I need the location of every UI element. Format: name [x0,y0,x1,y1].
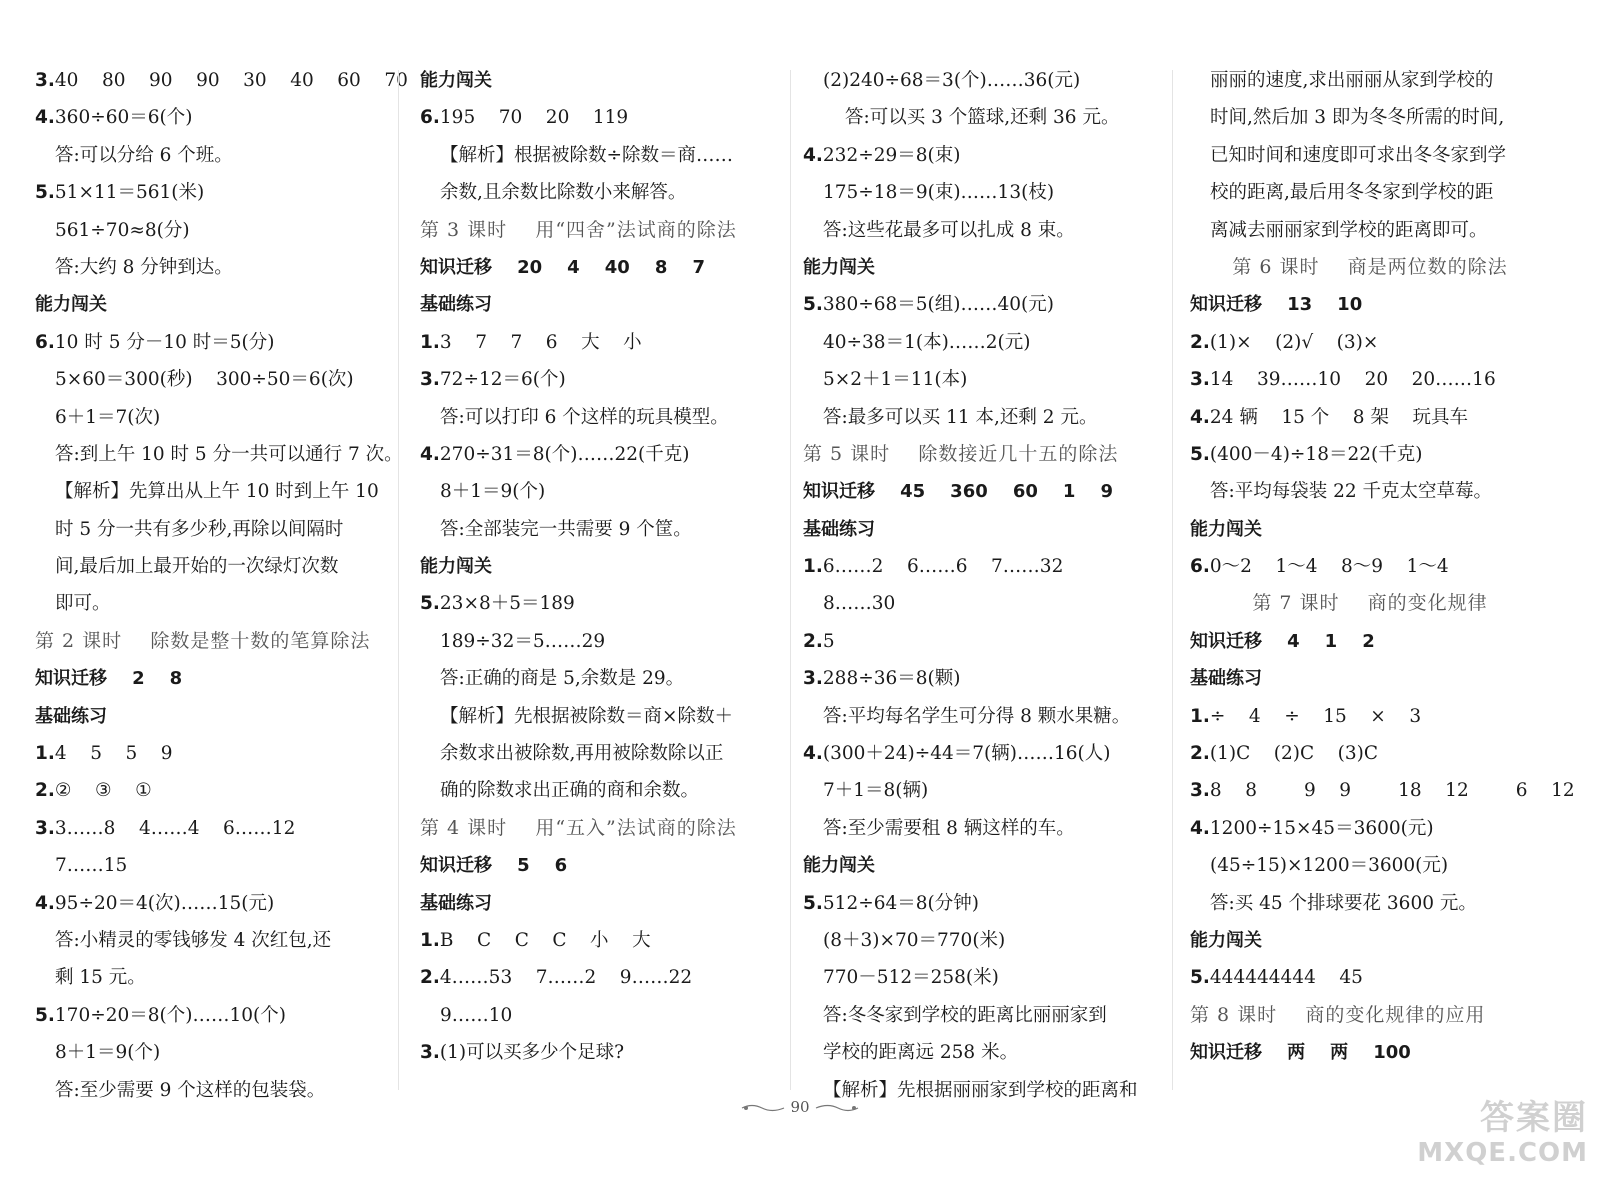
line-text: 答:买 45 个排球要花 3600 元。 [1210,892,1477,914]
answer-line [803,810,1163,847]
line-text: 3……8 4……4 6……12 [54,817,296,839]
line-text: 答:平均每名学生可分得 8 颗水果糖。 [823,705,1131,727]
line-text: 能力闯关 [803,256,875,278]
section-heading [35,660,390,697]
question-number: 3. [803,668,823,690]
line-text: 时间,然后加 3 即为冬冬所需的时间, [1210,107,1505,129]
answer-line [803,623,1163,660]
left-ornament-icon [740,1103,786,1113]
question-number: 5. [35,1004,55,1026]
line-text: 195 70 20 119 [439,107,629,129]
answer-line [1190,174,1550,211]
line-text: ÷ 4 ÷ 15 × 3 [1209,705,1422,727]
line-text: 答:可以分给 6 个班。 [55,144,233,166]
answer-line [420,137,785,174]
line-text: 答:到上午 10 时 5 分一共可以通行 7 次。 [55,443,403,465]
answer-line [35,810,390,847]
answer-line [1190,361,1550,398]
answer-line [420,959,785,996]
line-text: 444444444 45 [1209,967,1363,989]
line-text: 答:最多可以买 11 本,还剩 2 元。 [823,406,1098,428]
line-text: 6……2 6……6 7……32 [822,556,1064,578]
column-divider [790,70,791,1090]
section-heading [803,847,1163,884]
line-text: 答:全部装完一共需要 9 个筐。 [440,518,692,540]
line-text: 答:大约 8 分钟到达。 [55,256,233,278]
watermark-logo-text: 答案圈 [1480,1098,1588,1138]
answer-line [35,473,390,510]
answer-line [420,922,785,959]
line-text: 能力闯关 [1190,518,1262,540]
answer-line [35,99,390,136]
section-heading [1190,623,1550,660]
question-number: 2. [1190,743,1210,765]
line-text: 3 7 7 6 大 小 [439,331,642,353]
page-number: 90 [790,1098,810,1116]
answer-line [803,660,1163,697]
line-text: 基础练习 [35,705,107,727]
line-text: 知识迁移 2 8 [35,668,183,690]
section-heading [420,847,785,884]
line-text: 时 5 分一共有多少秒,再除以间隔时 [55,518,344,540]
line-text: 5 [822,630,835,652]
question-number: 5. [1190,967,1210,989]
line-text: 【解析】先根据丽丽家到学校的距离和 [823,1079,1138,1101]
question-number: 1. [1190,705,1210,727]
line-text: 校的距离,最后用冬冬家到学校的距 [1210,182,1494,204]
question-number: 4. [803,743,823,765]
line-text: 95÷20＝4(次)……15(元) [54,892,275,914]
line-text: 丽丽的速度,求出丽丽从家到学校的 [1210,70,1494,91]
line-text: 270÷31＝8(个)……22(千克) [439,443,690,465]
line-text: 7＋1＝8(辆) [823,780,929,802]
line-text: (8＋3)×70＝770(米) [823,929,1006,951]
column-2 [420,62,785,1072]
line-text: 40 80 90 90 30 40 60 70 [54,70,408,91]
line-text: 余数,且余数比除数小来解答。 [440,182,687,204]
answer-line [803,286,1163,323]
question-number: 2. [35,780,55,802]
line-text: 8＋1＝9(个) [55,1042,161,1064]
line-text: 【解析】先根据被除数＝商×除数＋ [440,705,734,727]
answer-line [420,324,785,361]
question-number: 5. [803,294,823,316]
line-text: ② ③ ① [54,780,152,802]
line-text: 答:可以买 3 个篮球,还剩 36 元。 [845,107,1120,129]
question-number: 3. [420,369,440,391]
answer-line [803,885,1163,922]
line-text: 第 7 课时 商的变化规律 [1252,592,1488,615]
line-text: 答:至少需要 9 个这样的包装袋。 [55,1079,326,1101]
question-number: 3. [420,1042,440,1064]
line-text: 知识迁移 13 10 [1190,294,1363,316]
column-divider [398,70,399,1090]
section-heading [1190,286,1550,323]
line-text: 6＋1＝7(次) [55,406,161,428]
answer-line [420,436,785,473]
answer-line [420,585,785,622]
line-text: 第 6 课时 商是两位数的除法 [1232,255,1508,278]
answer-line [35,511,390,548]
line-text: 基础练习 [420,892,492,914]
watermark [1408,1098,1588,1178]
line-text: 离减去丽丽家到学校的距离即可。 [1210,219,1488,241]
line-text: (300＋24)÷44＝7(辆)……16(人) [822,743,1111,765]
answer-line [35,62,408,99]
line-text: 175÷18＝9(束)……13(枝) [823,182,1055,204]
line-text: 第 2 课时 除数是整十数的笔算除法 [35,629,371,652]
line-text: 72÷12＝6(个) [439,369,566,391]
line-text: 能力闯关 [420,70,492,91]
line-text: 8 8 9 9 18 12 6 12 [1209,780,1575,802]
line-text: 770－512＝258(米) [823,967,999,989]
answer-line [420,473,785,510]
line-text: 14 39……10 20 20……16 [1209,369,1496,391]
answer-line [35,324,390,361]
line-text: 561÷70≈8(分) [55,219,190,241]
line-text: 【解析】先算出从上午 10 时到上午 10 [55,481,379,503]
answer-line [1190,137,1550,174]
line-text: 380÷68＝5(组)……40(元) [822,294,1054,316]
question-number: 4. [803,144,823,166]
answer-line [35,959,390,996]
answer-line [1190,810,1550,847]
line-text: 4……53 7……2 9……22 [439,967,693,989]
question-number: 5. [803,892,823,914]
answer-line [803,735,1163,772]
section-heading [1190,511,1550,548]
answer-line [35,137,390,174]
answer-line [1190,735,1550,772]
column-4 [1190,62,1575,1072]
line-text: 间,最后加上最开始的一次绿灯次数 [55,556,339,578]
answer-line [1190,959,1550,996]
answer-line [1190,548,1550,585]
answer-line [420,735,785,772]
answer-line [35,735,390,772]
question-number: 6. [1190,556,1210,578]
question-number: 2. [420,967,440,989]
answer-line [803,922,1163,959]
question-number: 4. [420,443,440,465]
question-number: 6. [35,331,55,353]
answer-line [35,174,390,211]
column-3 [803,62,1163,1109]
answer-line [35,847,390,884]
answer-line [1190,324,1550,361]
section-heading [420,885,785,922]
line-text: (400－4)÷18＝22(千克) [1209,443,1423,465]
line-text: 288÷36＝8(颗) [822,668,961,690]
line-text: (1)× (2)√ (3)× [1209,331,1379,353]
answer-line [35,436,403,473]
answer-line [35,772,390,809]
line-text: 5×2＋1＝11(本) [823,369,968,391]
lesson-heading [420,212,785,249]
answer-line [1190,62,1550,99]
line-text: 9……10 [440,1004,513,1026]
line-text: 知识迁移 5 6 [420,855,568,877]
answer-line [420,1034,785,1071]
answer-line [803,997,1163,1034]
line-text: 知识迁移 两 两 100 [1190,1042,1411,1064]
line-text: 余数求出被除数,再用被除数除以正 [440,743,724,765]
line-text: 360÷60＝6(个) [54,107,193,129]
line-text: 确的除数求出正确的商和余数。 [440,780,700,802]
line-text: 答:至少需要租 8 辆这样的车。 [823,817,1075,839]
answer-line [803,62,1163,99]
answer-line [420,99,785,136]
question-number: 5. [420,593,440,615]
column-1 [35,62,408,1109]
section-heading [803,511,1163,548]
lesson-heading [35,623,390,660]
answer-line [803,212,1163,249]
line-text: B C C C 小 大 [439,929,651,951]
page-footer [0,1098,1600,1124]
question-number: 4. [1190,817,1210,839]
question-number: 6. [420,107,440,129]
answer-line [35,249,390,286]
line-text: 10 时 5 分－10 时＝5(分) [54,331,275,353]
answer-line [1190,847,1550,884]
answer-line [35,399,390,436]
answer-line [803,585,1163,622]
question-number: 2. [803,630,823,652]
answer-line [803,959,1163,996]
lesson-heading [803,436,1163,473]
answer-line [35,885,390,922]
question-number: 3. [35,70,55,91]
line-text: 答:这些花最多可以扎成 8 束。 [823,219,1075,241]
question-number: 2. [1190,331,1210,353]
section-heading [35,698,390,735]
question-number: 1. [803,556,823,578]
answer-line [1190,99,1550,136]
lesson-heading [1190,249,1550,286]
answer-line [420,660,785,697]
question-number: 4. [35,892,55,914]
lesson-heading [1190,997,1550,1034]
line-text: 学校的距离远 258 米。 [823,1042,1019,1064]
line-text: 能力闯关 [35,294,107,316]
line-text: 答:可以打印 6 个这样的玩具模型。 [440,406,729,428]
answer-line [803,99,1163,136]
lesson-heading [1190,585,1550,622]
line-text: 知识迁移 20 4 40 8 7 [420,256,706,278]
line-text: 基础练习 [420,294,492,316]
answer-line [803,137,1163,174]
line-text: 能力闯关 [803,855,875,877]
answer-line [803,399,1163,436]
line-text: (2)240÷68＝3(个)……36(元) [823,70,1081,91]
answer-line [35,548,390,585]
line-text: 第 4 课时 用“五入”法试商的除法 [420,816,737,839]
line-text: 23×8＋5＝189 [439,593,575,615]
answer-line [420,399,785,436]
line-text: 8……30 [823,593,896,615]
answer-line [420,698,785,735]
section-heading [35,286,390,323]
answer-line [1190,399,1550,436]
section-heading [420,249,785,286]
line-text: 答:正确的商是 5,余数是 29。 [440,668,685,690]
answer-line [1190,772,1575,809]
section-heading [420,286,785,323]
answer-line [803,361,1163,398]
line-text: 8＋1＝9(个) [440,481,546,503]
line-text: 第 3 课时 用“四舍”法试商的除法 [420,218,737,241]
answer-line [803,772,1163,809]
answer-line [35,997,390,1034]
question-number: 1. [35,743,55,765]
answer-line [420,361,785,398]
answer-line [420,997,785,1034]
answer-line [35,361,390,398]
line-text: 7……15 [55,855,128,877]
answer-line [803,1034,1163,1071]
answer-line [35,1034,390,1071]
answer-line [1190,885,1550,922]
line-text: 0～2 1～4 8～9 1～4 [1209,556,1449,578]
right-ornament-icon [814,1103,860,1113]
line-text: 基础练习 [803,518,875,540]
answer-line [420,772,785,809]
line-text: 答:冬冬家到学校的距离比丽丽家到 [823,1004,1107,1026]
question-number: 1. [420,929,440,951]
line-text: 能力闯关 [420,556,492,578]
question-number: 1. [420,331,440,353]
question-number: 3. [35,817,55,839]
line-text: 已知时间和速度即可求出冬冬家到学 [1210,144,1507,166]
line-text: 1200÷15×45＝3600(元) [1209,817,1434,839]
line-text: 剩 15 元。 [55,967,146,989]
line-text: 189÷32＝5……29 [440,630,606,652]
question-number: 5. [35,182,55,204]
line-text: 基础练习 [1190,668,1262,690]
answer-line [803,698,1163,735]
answer-line [35,585,390,622]
line-text: (45÷15)×1200＝3600(元) [1210,855,1449,877]
answer-line [35,212,390,249]
question-number: 4. [35,107,55,129]
section-heading [1190,1034,1550,1071]
line-text: 40÷38＝1(本)……2(元) [823,331,1031,353]
section-heading [420,548,785,585]
section-heading [1190,922,1550,959]
line-text: 24 辆 15 个 8 架 玩具车 [1209,406,1468,428]
line-text: (1)C (2)C (3)C [1209,743,1379,765]
line-text: 能力闯关 [1190,929,1262,951]
lesson-heading [420,810,785,847]
line-text: 即可。 [55,593,111,615]
answer-line [803,324,1163,361]
line-text: 170÷20＝8(个)……10(个) [54,1004,286,1026]
answer-line [1190,698,1550,735]
section-heading [803,473,1163,510]
line-text: (1)可以买多少个足球? [439,1042,625,1064]
line-text: 知识迁移 45 360 60 1 9 [803,481,1114,503]
line-text: 51×11＝561(米) [54,182,205,204]
column-divider [1172,70,1173,1090]
line-text: 知识迁移 4 1 2 [1190,630,1375,652]
answer-line [803,548,1163,585]
line-text: 5×60＝300(秒) 300÷50＝6(次) [55,369,354,391]
answer-line [803,174,1163,211]
line-text: 【解析】根据被除数÷除数＝商…… [440,144,734,166]
section-heading [803,249,1163,286]
line-text: 第 5 课时 除数接近几十五的除法 [803,442,1119,465]
question-number: 4. [1190,406,1210,428]
answer-line [1190,436,1550,473]
line-text: 第 8 课时 商的变化规律的应用 [1190,1003,1486,1026]
line-text: 答:小精灵的零钱够发 4 次红包,还 [55,929,332,951]
line-text: 232÷29＝8(束) [822,144,961,166]
watermark-url: MXQE.COM [1417,1138,1588,1168]
question-number: 5. [1190,443,1210,465]
question-number: 3. [1190,369,1210,391]
answer-line [35,922,390,959]
section-heading [420,62,785,99]
answer-line [1190,473,1550,510]
answer-line [1190,212,1550,249]
line-text: 4 5 5 9 [54,743,173,765]
line-text: 512÷64＝8(分钟) [822,892,979,914]
line-text: 答:平均每袋装 22 千克太空草莓。 [1210,481,1493,503]
section-heading [1190,660,1550,697]
answer-line [420,174,785,211]
answer-line [420,623,785,660]
question-number: 3. [1190,780,1210,802]
answer-line [420,511,785,548]
